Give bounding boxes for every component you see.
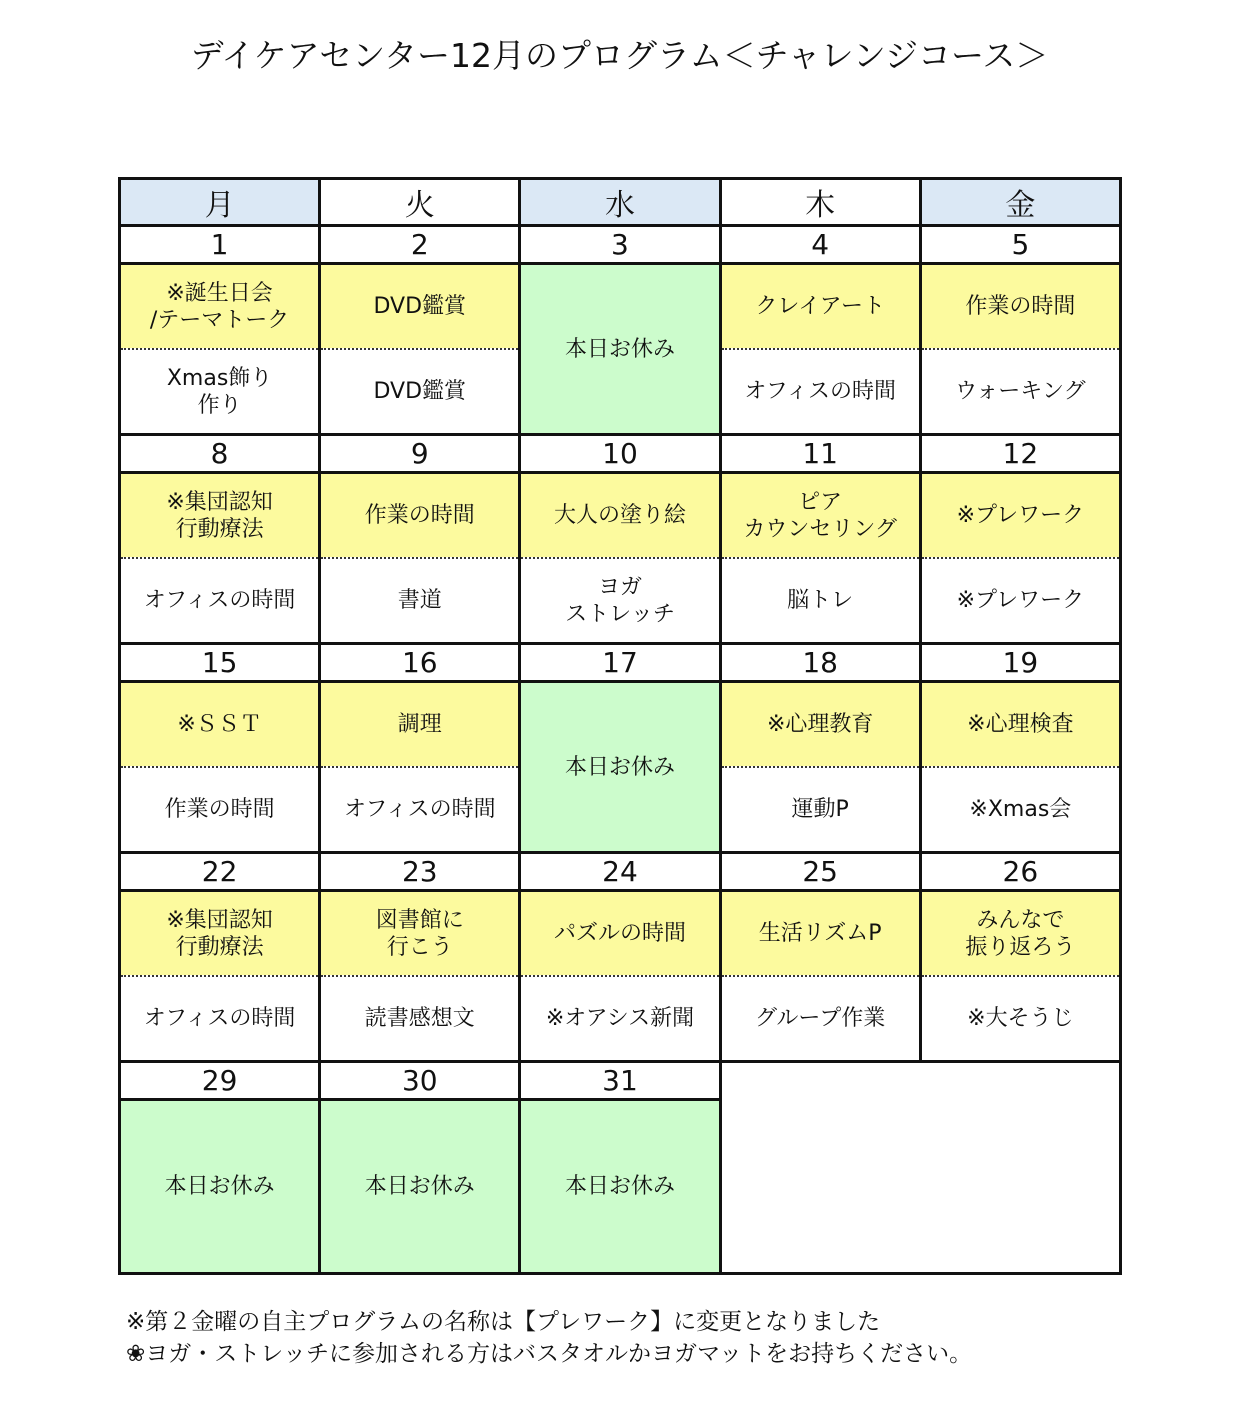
am-program-cell: クレイアート — [720, 264, 920, 350]
weekday-fri: 金 — [920, 179, 1120, 226]
date-cell: 11 — [720, 435, 920, 473]
date-cell: 9 — [320, 435, 520, 473]
footnote-prework: ※第２金曜の自主プログラムの名称は【プレワーク】に変更となりました — [126, 1309, 881, 1335]
date-row — [120, 226, 1121, 264]
pm-program-cell: DVD鑑賞 — [320, 349, 520, 435]
weekday-mon: 月 — [120, 179, 320, 226]
date-cell: 3 — [520, 226, 720, 264]
pm-row — [120, 558, 1121, 644]
pm-program-cell: 作業の時間 — [120, 767, 320, 853]
am-program-cell: ※誕生日会 /テーマトーク — [120, 264, 320, 350]
weekday-header-row — [120, 179, 1121, 226]
date-cell: 17 — [520, 644, 720, 682]
date-cell: 29 — [120, 1062, 320, 1100]
date-cell: 15 — [120, 644, 320, 682]
am-program-cell: 作業の時間 — [920, 264, 1120, 350]
closed-day-cell: 本日お休み — [120, 1100, 320, 1274]
empty-cell — [720, 1062, 1120, 1274]
am-program-cell: 大人の塗り絵 — [520, 473, 720, 559]
page-title: デイケアセンター12月のプログラム＜チャレンジコース＞ — [190, 36, 1049, 75]
pm-program-cell: グループ作業 — [720, 976, 920, 1062]
pm-program-cell: 運動P — [720, 767, 920, 853]
am-row — [120, 473, 1121, 559]
am-program-cell: ※心理教育 — [720, 682, 920, 768]
date-cell: 26 — [920, 853, 1120, 891]
date-row — [120, 1062, 1121, 1100]
pm-program-cell: オフィスの時間 — [120, 558, 320, 644]
pm-program-cell: ※Xmas会 — [920, 767, 1120, 853]
pm-program-cell: ※大そうじ — [920, 976, 1120, 1062]
date-cell: 8 — [120, 435, 320, 473]
date-cell: 16 — [320, 644, 520, 682]
date-row — [120, 853, 1121, 891]
pm-program-cell: 読書感想文 — [320, 976, 520, 1062]
date-cell: 5 — [920, 226, 1120, 264]
closed-day-cell: 本日お休み — [520, 264, 720, 435]
date-row — [120, 435, 1121, 473]
date-cell: 23 — [320, 853, 520, 891]
date-cell: 19 — [920, 644, 1120, 682]
closed-day-cell: 本日お休み — [320, 1100, 520, 1274]
am-program-cell: ※プレワーク — [920, 473, 1120, 559]
date-row — [120, 644, 1121, 682]
calendar-table — [118, 177, 1122, 1275]
closed-day-cell: 本日お休み — [520, 682, 720, 853]
pm-program-cell: ヨガ ストレッチ — [520, 558, 720, 644]
pm-program-cell: ※オアシス新聞 — [520, 976, 720, 1062]
am-program-cell: DVD鑑賞 — [320, 264, 520, 350]
am-program-cell: ※ＳＳＴ — [120, 682, 320, 768]
pm-program-cell: オフィスの時間 — [720, 349, 920, 435]
date-cell: 25 — [720, 853, 920, 891]
am-program-cell: ※集団認知 行動療法 — [120, 473, 320, 559]
pm-program-cell: ウォーキング — [920, 349, 1120, 435]
weekday-tue: 火 — [320, 179, 520, 226]
am-program-cell: 調理 — [320, 682, 520, 768]
date-cell: 30 — [320, 1062, 520, 1100]
am-program-cell: ピア カウンセリング — [720, 473, 920, 559]
am-program-cell: 生活リズムP — [720, 891, 920, 977]
am-row — [120, 682, 1121, 768]
am-program-cell: ※集団認知 行動療法 — [120, 891, 320, 977]
am-program-cell: パズルの時間 — [520, 891, 720, 977]
pm-program-cell: Xmas飾り 作り — [120, 349, 320, 435]
date-cell: 4 — [720, 226, 920, 264]
pm-program-cell: ※プレワーク — [920, 558, 1120, 644]
date-cell: 2 — [320, 226, 520, 264]
weekday-wed: 水 — [520, 179, 720, 226]
weekday-thu: 木 — [720, 179, 920, 226]
pm-program-cell: オフィスの時間 — [320, 767, 520, 853]
date-cell: 31 — [520, 1062, 720, 1100]
date-cell: 1 — [120, 226, 320, 264]
pm-program-cell: オフィスの時間 — [120, 976, 320, 1062]
am-program-cell: みんなで 振り返ろう — [920, 891, 1120, 977]
date-cell: 18 — [720, 644, 920, 682]
pm-program-cell: 書道 — [320, 558, 520, 644]
am-program-cell: ※心理検査 — [920, 682, 1120, 768]
footnote-yoga: ❀ヨガ・ストレッチに参加される方はバスタオルかヨガマットをお持ちください。 — [126, 1341, 973, 1367]
date-cell: 10 — [520, 435, 720, 473]
date-cell: 12 — [920, 435, 1120, 473]
pm-row — [120, 976, 1121, 1062]
am-program-cell: 作業の時間 — [320, 473, 520, 559]
am-row — [120, 264, 1121, 350]
am-program-cell: 図書館に 行こう — [320, 891, 520, 977]
pm-program-cell: 脳トレ — [720, 558, 920, 644]
footnotes — [126, 1306, 972, 1370]
date-cell: 24 — [520, 853, 720, 891]
date-cell: 22 — [120, 853, 320, 891]
am-row — [120, 891, 1121, 977]
closed-day-cell: 本日お休み — [520, 1100, 720, 1274]
